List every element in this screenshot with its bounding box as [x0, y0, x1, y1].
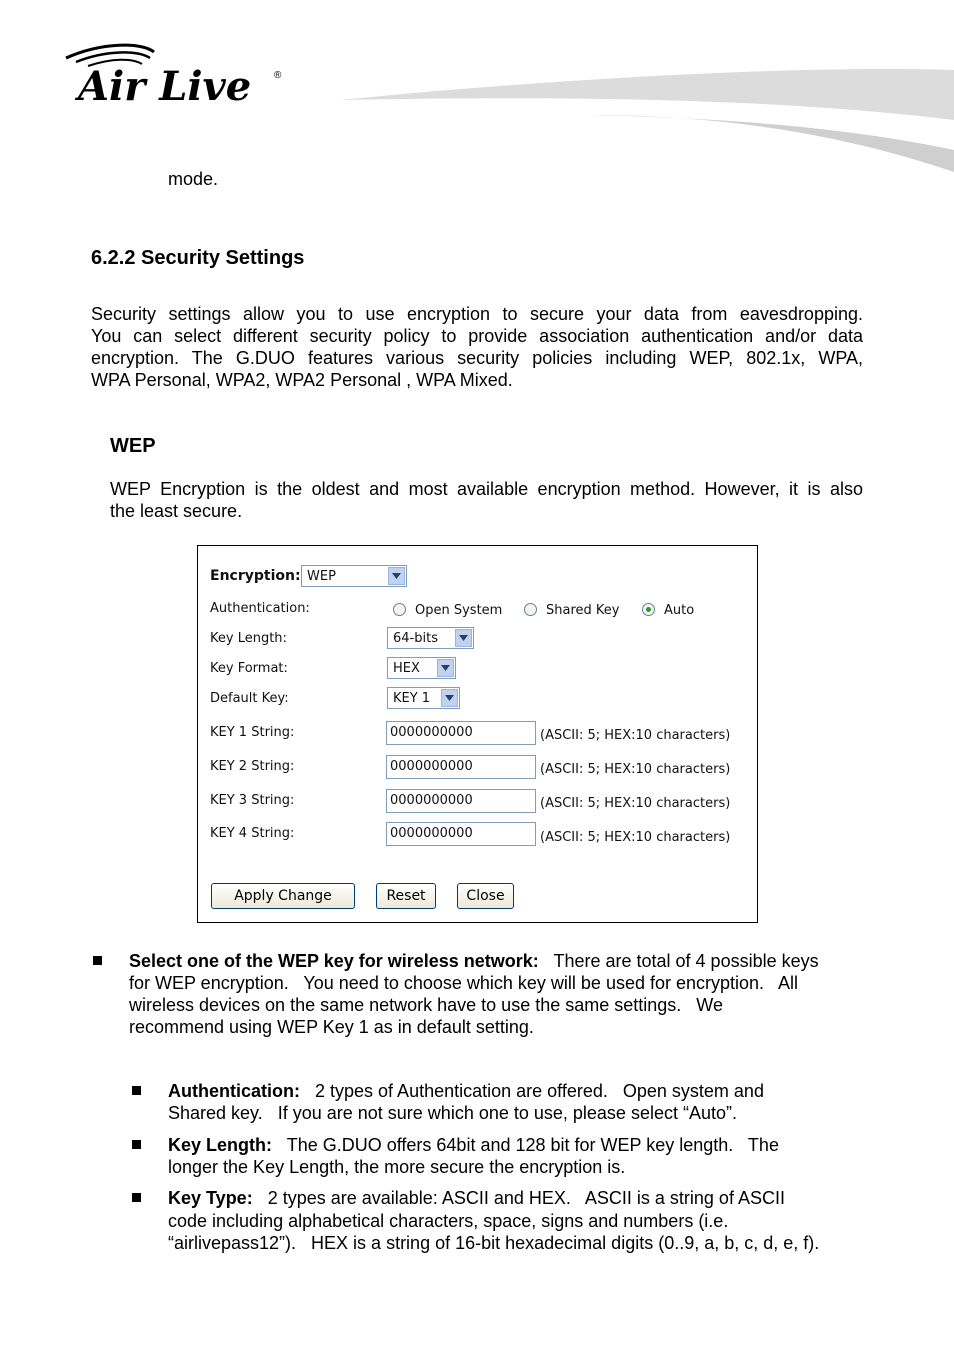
- bullet-wep-key-line-4: recommend using WEP Key 1 as in default setting.: [129, 1017, 534, 1037]
- bullet-keytype-line-3: “airlivepass12”). HEX is a string of 16-bit hexadecimal digits (0..9, a, b, c, d, e, f).: [168, 1233, 820, 1253]
- key-length-value: 64-bits: [393, 631, 438, 646]
- chevron-down-icon: [441, 689, 458, 707]
- square-bullet-icon: [132, 1140, 141, 1149]
- encryption-value: WEP: [307, 569, 336, 584]
- wep-desc-line-2: the least secure.: [110, 501, 243, 521]
- radio-auto[interactable]: [642, 603, 655, 616]
- apply-change-button[interactable]: Apply Change: [211, 883, 355, 909]
- bullet-keytype-line-1: [168, 1187, 785, 1209]
- bullet-keylen-line-2: longer the Key Length, the more secure the encryption is.: [168, 1157, 626, 1177]
- bullet-auth-line-1: [168, 1080, 764, 1102]
- bullet-keytype-title: Key Type:: [168, 1188, 253, 1208]
- key3-hint: (ASCII: 5; HEX:10 characters): [540, 796, 731, 811]
- wep-desc-line-1: WEP Encryption is the oldest and most available encryption method. However, it is also: [110, 479, 863, 499]
- square-bullet-icon: [93, 956, 102, 965]
- section-heading: 6.2.2 Security Settings: [91, 247, 305, 269]
- bullet-wep-key-line-3: wireless devices on the same network have to use the same settings. We: [129, 995, 723, 1015]
- encryption-select[interactable]: [301, 565, 407, 587]
- key1-value: 0000000000: [390, 725, 473, 740]
- default-key-value: KEY 1: [393, 691, 431, 706]
- bullet-keytype-text-1: 2 types are available: ASCII and HEX. ASCII is a string of ASCII: [252, 1188, 785, 1208]
- key4-value: 0000000000: [390, 826, 473, 841]
- key3-value: 0000000000: [390, 793, 473, 808]
- radio-open-system[interactable]: [393, 603, 406, 616]
- wep-settings-panel: [197, 545, 758, 923]
- key-length-select[interactable]: [387, 627, 474, 649]
- auto-label: Auto: [664, 603, 695, 618]
- intro-line-1: Security settings allow you to use encryption to secure your data from eavesdropping.: [91, 304, 863, 324]
- default-key-select[interactable]: [387, 687, 460, 709]
- key-format-label: Key Format:: [210, 661, 288, 676]
- key3-input[interactable]: [386, 789, 536, 813]
- square-bullet-icon: [132, 1193, 141, 1202]
- key2-input[interactable]: [386, 755, 536, 779]
- chevron-down-icon: [388, 567, 405, 585]
- bullet-auth-title: Authentication:: [168, 1081, 300, 1101]
- bullet-keylen-line-1: [168, 1134, 779, 1156]
- chevron-down-icon: [437, 659, 454, 677]
- reset-button[interactable]: Reset: [376, 883, 436, 909]
- key1-hint: (ASCII: 5; HEX:10 characters): [540, 728, 731, 743]
- intro-line-4: WPA Personal, WPA2, WPA2 Personal , WPA Mixed.: [91, 370, 513, 390]
- radio-shared-key[interactable]: [524, 603, 537, 616]
- airlive-logo-mark: [62, 40, 292, 110]
- continuation-text: mode.: [168, 169, 219, 189]
- open-system-label: Open System: [415, 603, 503, 618]
- square-bullet-icon: [132, 1086, 141, 1095]
- wep-heading: WEP: [110, 435, 156, 457]
- bullet-wep-key-text-1: There are total of 4 possible keys: [538, 951, 819, 971]
- intro-line-2: You can select different security policy to provide association authentication and/or data: [91, 326, 863, 346]
- encryption-label: Encryption:: [210, 568, 301, 584]
- key1-input[interactable]: [386, 721, 536, 745]
- shared-key-label: Shared Key: [546, 603, 620, 618]
- key4-label: KEY 4 String:: [210, 826, 295, 841]
- logo-text: Air Live: [78, 63, 252, 110]
- key2-label: KEY 2 String:: [210, 759, 295, 774]
- key4-input[interactable]: [386, 822, 536, 846]
- key3-label: KEY 3 String:: [210, 793, 295, 808]
- key2-hint: (ASCII: 5; HEX:10 characters): [540, 762, 731, 777]
- key4-hint: (ASCII: 5; HEX:10 characters): [540, 830, 731, 845]
- intro-line-3: encryption. The G.DUO features various security policies including WEP, 802.1x, WPA,: [91, 348, 863, 368]
- bullet-keylen-title: Key Length:: [168, 1135, 273, 1155]
- key1-label: KEY 1 String:: [210, 725, 295, 740]
- bullet-keylen-text-1: The G.DUO offers 64bit and 128 bit for WEP key length. The: [272, 1135, 779, 1155]
- registered-mark: ®: [274, 70, 282, 81]
- bullet-wep-key-line-2: for WEP encryption. You need to choose which key will be used for encryption. All: [129, 973, 799, 993]
- key2-value: 0000000000: [390, 759, 473, 774]
- bullet-wep-key-line-1: [129, 950, 869, 972]
- bullet-wep-key-title: Select one of the WEP key for wireless network:: [129, 951, 539, 971]
- close-button[interactable]: Close: [457, 883, 514, 909]
- chevron-down-icon: [455, 629, 472, 647]
- header-swoosh-decoration: [340, 60, 954, 180]
- authentication-label: Authentication:: [210, 601, 310, 616]
- bullet-auth-text-1: 2 types of Authentication are offered. Open system and: [300, 1081, 764, 1101]
- default-key-label: Default Key:: [210, 691, 289, 706]
- key-format-select[interactable]: [387, 657, 456, 679]
- key-format-value: HEX: [393, 661, 420, 676]
- key-length-label: Key Length:: [210, 631, 287, 646]
- airlive-logo: [62, 40, 292, 110]
- bullet-auth-line-2: Shared key. If you are not sure which one to use, please select “Auto”.: [168, 1103, 737, 1123]
- bullet-keytype-line-2: code including alphabetical characters, space, signs and numbers (i.e.: [168, 1211, 729, 1231]
